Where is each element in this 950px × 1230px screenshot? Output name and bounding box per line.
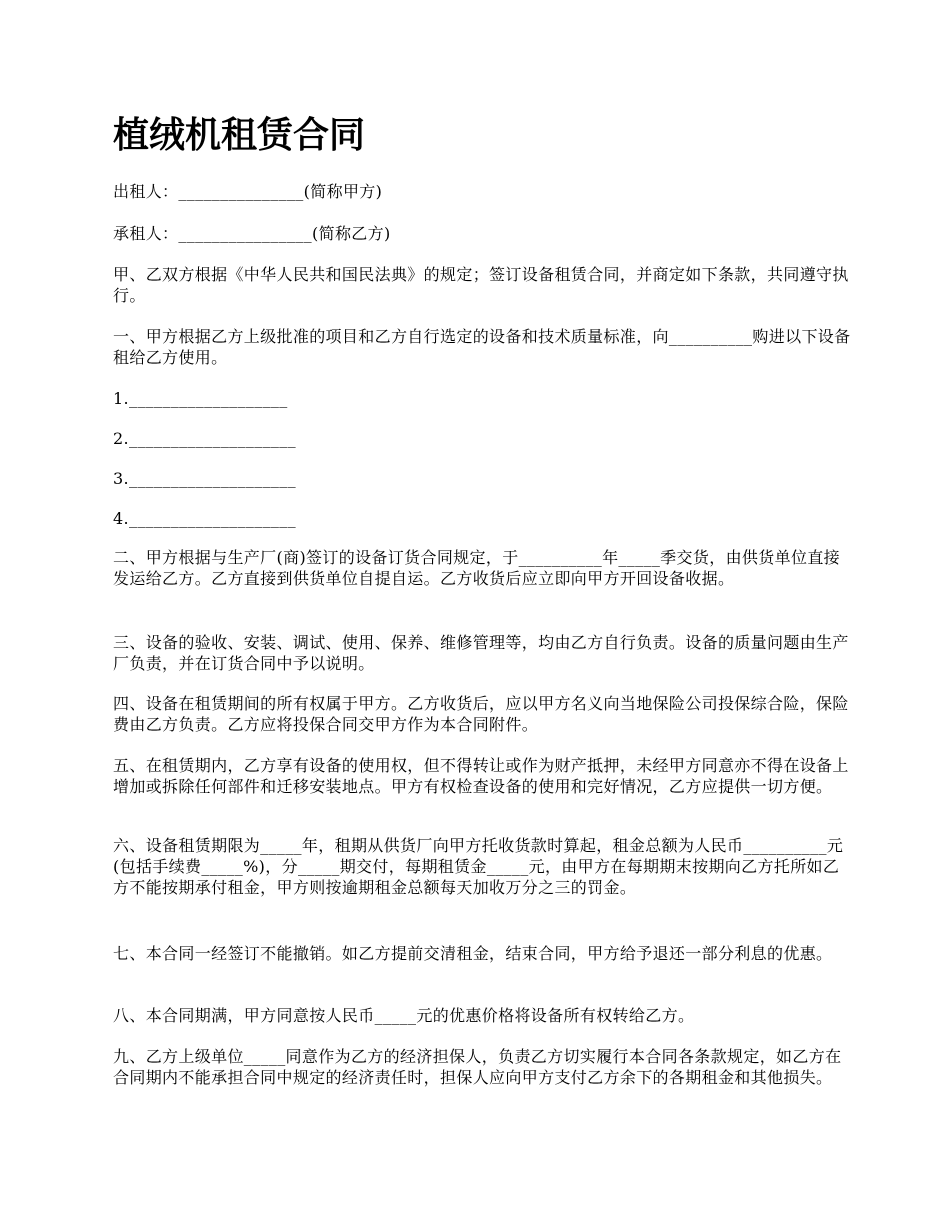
equipment-item-4: 4.____________________ [113,509,296,528]
preamble-paragraph: 甲、乙双方根据《中华人民共和国民法典》的规定；签订设备租赁合同，并商定如下条款，共同遵守执行。 [113,265,849,305]
clause-6: 六、设备租赁期限为_____年，租期从供货厂向甲方托收货款时算起，租金总额为人民币__________元(包括手续费_____%)，分_____期交付，每期租赁金_____元，由甲方在每期期末按期向乙方托所如乙方不能按期承付租金，甲方则按逾期租金总额每天加收万分之三的罚金。 [113,836,844,897]
clause-3: 三、设备的验收、安装、调试、使用、保养、维修管理等，均由乙方自行负责。设备的质量问题由生产厂负责，并在订货合同中予以说明。 [113,633,849,673]
clause-1: 一、甲方根据乙方上级批准的项目和乙方自行选定的设备和技术质量标准，向__________购进以下设备租给乙方使用。 [113,327,851,367]
lessor-line: 出租人：_______________(简称甲方) [113,182,383,201]
equipment-item-3: 3.____________________ [113,469,296,488]
equipment-item-1: 1.___________________ [113,389,288,408]
clause-5: 五、在租赁期内，乙方享有设备的使用权，但不得转让或作为财产抵押，未经甲方同意亦不得在设备上增加或拆除任何部件和迁移安装地点。甲方有权检查设备的使用和完好情况，乙方应提供一切方便。 [113,756,849,796]
clause-8: 八、本合同期满，甲方同意按人民币_____元的优惠价格将设备所有权转给乙方。 [113,1006,695,1025]
clause-7: 七、本合同一经签订不能撤销。如乙方提前交清租金，结束合同，甲方给予退还一部分利息的优惠。 [113,944,833,963]
clause-2: 二、甲方根据与生产厂(商)签订的设备订货合同规定，于__________年_____季交货，由供货单位直接发运给乙方。乙方直接到供货单位自提自运。乙方收货后应立即向甲方开回设备收据。 [113,548,841,588]
clause-9: 九、乙方上级单位_____同意作为乙方的经济担保人，负责乙方切实履行本合同各条款规定，如乙方在合同期内不能承担合同中规定的经济责任时，担保人应向甲方支付乙方余下的各期租金和其他损失。 [113,1047,842,1087]
equipment-item-2: 2.____________________ [113,429,296,448]
clause-4: 四、设备在租赁期间的所有权属于甲方。乙方收货后，应以甲方名义向当地保险公司投保综合险，保险费由乙方负责。乙方应将投保合同交甲方作为本合同附件。 [113,694,849,734]
document-title: 植绒机租赁合同 [113,115,366,156]
lessee-line: 承租人：________________(简称乙方) [113,224,391,243]
